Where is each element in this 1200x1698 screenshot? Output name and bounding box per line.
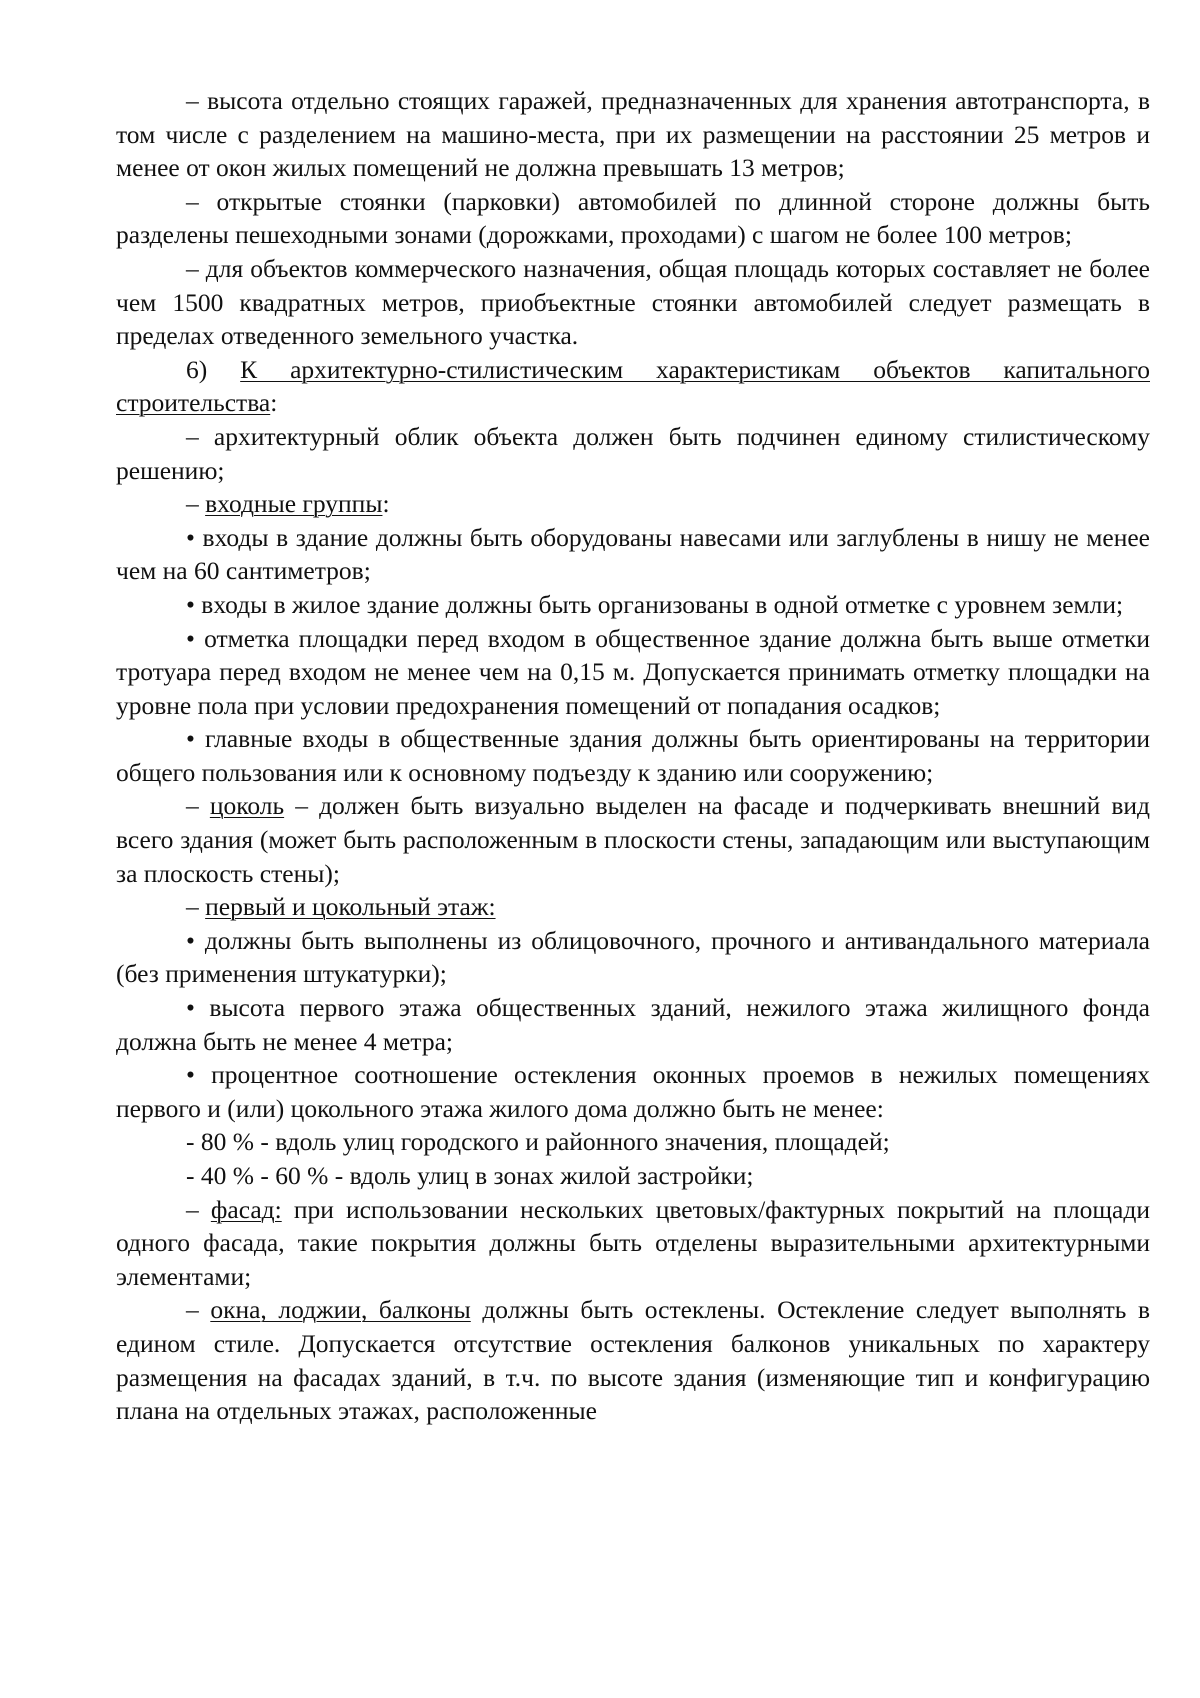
section-title: К архитектурно-стилистическим характеристикам объектов капитального строительства bbox=[116, 354, 1150, 418]
bullet-cladding-material bbox=[116, 924, 1150, 991]
list-item-glazing-80 bbox=[116, 1125, 1150, 1159]
paragraph-dash: – bbox=[186, 1194, 211, 1224]
paragraph-text: должны быть остеклены. Остекление следует выполнять в едином стиле. Допускается отсутствие остекления балконов уникальных по характеру размещения на фасадах зданий, в т.ч. по высоте здания (изменяющие тип и конфигурацию плана на отдельных этажах, расположенные bbox=[116, 1295, 1151, 1426]
paragraph-text: – открытые стоянки (парковки) автомобилей по длинной стороне должны быть разделены пешеходными зонами (дорожками, проходами) с шагом не более 100 метров; bbox=[116, 186, 1150, 250]
bullet-public-entrance-level bbox=[116, 622, 1150, 723]
paragraph-text: – для объектов коммерческого назначения, общая площадь которых составляет не более чем 1500 квадратных метров, приобъектные стоянки автомобилей следует размещать в пределах отведенного земельного участка. bbox=[116, 253, 1150, 351]
paragraph-facade bbox=[116, 1193, 1150, 1294]
bullet-text: • главные входы в общественные здания должны быть ориентированы на территории общего пользования или к основному подъезду к зданию или сооружению; bbox=[116, 724, 1150, 787]
subheading-title: входные группы bbox=[205, 489, 383, 519]
list-item-glazing-40-60 bbox=[116, 1159, 1150, 1193]
document-page bbox=[116, 84, 1150, 1428]
subheading-dash: – bbox=[186, 489, 206, 519]
subheading-entrance-groups bbox=[116, 487, 1150, 521]
paragraph-dash: – bbox=[186, 791, 210, 821]
paragraph-garage-height bbox=[116, 84, 1150, 185]
paragraph-text: при использовании нескольких цветовых/фактурных покрытий на площади одного фасада, такие покрытия должны быть отделены выразительными архитектурными элементами; bbox=[116, 1194, 1150, 1291]
subheading-colon: : bbox=[382, 489, 390, 519]
paragraph-architectural-style bbox=[116, 420, 1150, 487]
bullet-text: • процентное соотношение остекления оконных проемов в нежилых помещениях первого и (или) цокольного этажа жилого дома должно быть не менее: bbox=[116, 1060, 1150, 1123]
paragraph-commercial-parking bbox=[116, 252, 1150, 353]
bullet-floor-height bbox=[116, 991, 1150, 1058]
bullet-text: • отметка площадки перед входом в общественное здание должна быть выше отметки тротуара перед входом не менее чем на 0,15 м. Допускается принимать отметку площадки на уровне пола при условии предохранения помещений от попадания осадков; bbox=[116, 623, 1150, 720]
paragraph-text: – должен быть визуально выделен на фасаде и подчеркивать внешний вид всего здания (может быть расположенным в плоскости стены, западающим или выступающим за плоскость стены); bbox=[116, 791, 1150, 888]
bullet-text: • входы в здание должны быть оборудованы навесами или заглублены в нишу не менее чем на 60 сантиметров; bbox=[116, 522, 1150, 586]
paragraph-text: – архитектурный облик объекта должен быть подчинен единому стилистическому решению; bbox=[116, 421, 1150, 485]
term-facade: фасад: bbox=[210, 1194, 282, 1224]
paragraph-text: – высота отдельно стоящих гаражей, предназначенных для хранения автотранспорта, в том числе с разделением на машино-места, при их размещении на расстоянии 25 метров и менее от окон жилых помещений не должна превышать 13 метров; bbox=[116, 86, 1150, 183]
term-windows-balconies: окна, лоджии, балконы bbox=[210, 1295, 471, 1325]
paragraph-plinth bbox=[116, 789, 1150, 890]
section-heading-architecture bbox=[116, 353, 1150, 420]
bullet-text: • высота первого этажа общественных зданий, нежилого этажа жилищного фонда должна быть не менее 4 метра; bbox=[116, 993, 1150, 1056]
bullet-main-entrances bbox=[116, 722, 1150, 789]
subheading-dash: – bbox=[186, 892, 206, 922]
bullet-residential-entrance bbox=[116, 588, 1150, 622]
paragraph-windows-balconies bbox=[116, 1293, 1150, 1427]
section-number: 6) bbox=[186, 354, 241, 384]
bullet-glazing-ratio bbox=[116, 1058, 1150, 1125]
subheading-ground-floor bbox=[116, 890, 1150, 924]
list-item-text: - 40 % - 60 % - вдоль улиц в зонах жилой застройки; bbox=[186, 1161, 754, 1190]
bullet-entrance-canopies bbox=[116, 521, 1150, 588]
paragraph-dash: – bbox=[186, 1295, 211, 1325]
bullet-text: • должны быть выполнены из облицовочного, прочного и антивандального материала (без применения штукатурки); bbox=[116, 925, 1150, 989]
section-title-colon: : bbox=[270, 388, 278, 418]
paragraph-open-parking bbox=[116, 185, 1150, 252]
term-plinth: цоколь bbox=[209, 791, 285, 821]
subheading-title: первый и цокольный этаж: bbox=[205, 892, 496, 922]
list-item-text: - 80 % - вдоль улиц городского и районного значения, площадей; bbox=[186, 1127, 890, 1157]
bullet-text: • входы в жилое здание должны быть организованы в одной отметке с уровнем земли; bbox=[186, 589, 1124, 619]
